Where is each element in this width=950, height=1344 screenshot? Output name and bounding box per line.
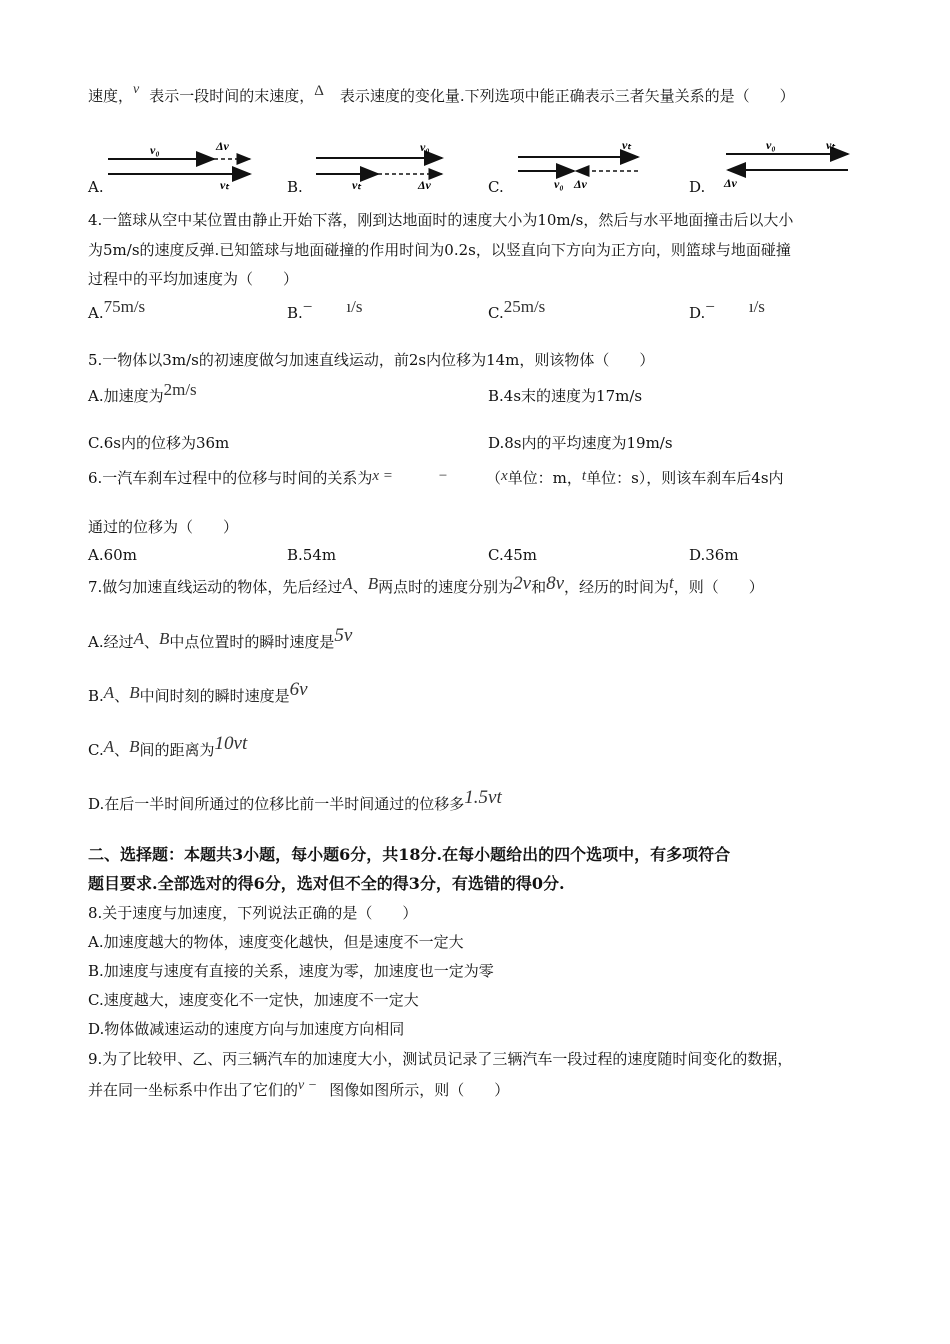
q9-text-1: 并在同一坐标系中作出了它们的 — [88, 1081, 299, 1099]
q7-option-a-text-1: A.经过 — [88, 633, 134, 651]
q4-option-a[interactable] — [88, 297, 146, 323]
q8-option-b[interactable]: B.加速度与速度有直接的关系，速度为零，加速度也一定为零 — [88, 962, 494, 980]
q7-option-c-text-2: 间的距离为 — [139, 741, 215, 759]
q7-text-and: 和 — [531, 578, 547, 596]
q7-option-d[interactable] — [88, 787, 502, 814]
q7-option-c-point-b: B — [129, 737, 140, 756]
q3a-label-dv: Δv — [216, 139, 229, 153]
q8-stem: 8.关于速度与加速度，下列说法正确的是（ ） — [88, 904, 418, 922]
q8-option-c[interactable]: C.速度越大，速度变化不一定快，加速度不一定大 — [88, 991, 419, 1009]
q3-stem — [88, 82, 795, 108]
q3-option-a-diagram[interactable] — [104, 137, 256, 192]
q3-option-b-diagram[interactable] — [312, 137, 447, 192]
q7-option-a-sep: 、 — [144, 633, 160, 651]
q6-stem-line-1 — [88, 468, 784, 489]
q7-option-b[interactable] — [88, 679, 308, 706]
q7-speed-2v: 2v — [513, 573, 532, 594]
q3c-label-v0: v₀ — [554, 177, 564, 191]
q3-delta-symbol: Δ — [314, 83, 324, 99]
q4-option-b[interactable] — [287, 297, 363, 323]
q6-stem-line-2: 通过的位移为（ ） — [88, 518, 239, 536]
q9-stem-line-1: 9.为了比较甲、乙、丙三辆汽车的加速度大小，测试员记录了三辆汽车一段过程的速度随时间变化的数据， — [88, 1050, 793, 1068]
q4-stem-line-1: 4.一篮球从空中某位置由静止开始下落，刚到达地面时的速度大小为10m/s，然后与水平地面撞击后以大小 — [88, 211, 794, 229]
section-2-header-line-2: 题目要求.全部选对的得6分，选对但不全的得3分，有选错的得0分. — [88, 874, 565, 893]
q6-option-b[interactable]: B.54m — [287, 546, 337, 564]
q7-sep: 、 — [352, 578, 368, 596]
q3-v-symbol: v — [133, 82, 140, 97]
q9-vt-symbol: v − — [298, 1078, 318, 1093]
q3d-label-vt: vₜ — [826, 138, 835, 152]
q7-point-a: A — [342, 574, 353, 593]
q7-option-a[interactable] — [88, 625, 353, 652]
q3-option-c-diagram[interactable] — [514, 137, 644, 192]
q7-option-c[interactable] — [88, 733, 248, 760]
q4-option-d-letter: D. — [689, 304, 706, 322]
q7-option-a-value: 5v — [334, 625, 353, 646]
q4-option-a-letter: A. — [88, 304, 104, 322]
q6-option-c[interactable]: C.45m — [488, 546, 538, 564]
q4-option-d[interactable] — [689, 297, 765, 323]
q6-formula: x = − — [372, 468, 448, 484]
q4-option-c-letter: C. — [488, 304, 504, 322]
q6-text-1: 6.一汽车刹车过程中的位移与时间的关系为 — [88, 469, 373, 487]
q3a-label-vt: vₜ — [220, 178, 229, 192]
q7-time-t: t — [669, 573, 674, 592]
q3-option-c-letter[interactable]: C. — [488, 178, 504, 196]
q7-stem — [88, 573, 764, 597]
q3b-label-vt: vₜ — [352, 178, 361, 192]
q7-point-b: B — [367, 574, 379, 593]
q3-option-d-letter[interactable]: D. — [689, 178, 706, 196]
q5-option-a-value: 2m/s — [163, 380, 197, 399]
q3-option-a-letter[interactable]: A. — [88, 178, 104, 196]
q8-option-a[interactable]: A.加速度越大的物体，速度变化越快，但是速度不一定大 — [88, 933, 464, 951]
q6-option-a[interactable]: A.60m — [88, 546, 137, 564]
q3-option-b-letter[interactable]: B. — [287, 178, 303, 196]
q5-option-a-text: A.加速度为 — [88, 387, 164, 405]
q4-option-c[interactable] — [488, 297, 546, 323]
q3-text-3: 表示速度的变化量.下列选项中能正确表示三者矢量关系的是（ ） — [339, 87, 795, 105]
q3d-label-v0: v₀ — [766, 138, 776, 152]
q3a-label-v0: v₀ — [150, 143, 160, 157]
q6-text-3: 单位：m， — [507, 469, 582, 487]
q4-option-a-value: 75m/s — [103, 297, 146, 316]
q7-option-b-point-a: A — [103, 683, 115, 702]
q7-option-a-point-b: B — [159, 629, 170, 648]
q7-option-b-sep: 、 — [114, 687, 130, 705]
q6-text-4: 单位：s），则该车刹车后4s内 — [586, 469, 784, 487]
q3c-label-vt: vₜ — [622, 138, 631, 152]
q6-option-d[interactable]: D.36m — [689, 546, 739, 564]
q8-option-d[interactable]: D.物体做减速运动的速度方向与加速度方向相同 — [88, 1020, 405, 1038]
q7-speed-8v: 8v — [546, 573, 565, 594]
q7-option-c-value: 10vt — [214, 733, 248, 754]
q9-text-2: 图像如图所示，则（ ） — [329, 1081, 510, 1099]
q7-text-2: 两点时的速度分别为 — [378, 578, 514, 596]
q4-stem-line-3: 过程中的平均加速度为（ ） — [88, 270, 299, 288]
q7-option-c-point-a: A — [103, 737, 115, 756]
q6-x-symbol: x — [501, 468, 508, 484]
q5-option-d[interactable]: D.8s内的平均速度为19m/s — [488, 434, 673, 452]
q3b-label-dv: Δv — [418, 178, 431, 192]
q7-text-3: ，经历的时间为 — [564, 578, 670, 596]
q4-option-b-letter: B. — [287, 304, 303, 322]
q4-option-d-value: − ı/s — [705, 297, 765, 316]
q9-stem-line-2 — [88, 1080, 509, 1102]
q7-option-c-letter: C. — [88, 741, 104, 759]
q7-option-a-text-2: 中点位置时的瞬时速度是 — [169, 633, 335, 651]
q3c-label-dv: Δv — [574, 177, 587, 191]
q7-option-b-point-b: B — [129, 683, 140, 702]
q7-option-c-sep: 、 — [114, 741, 130, 759]
q5-option-b[interactable]: B.4s末的速度为17m/s — [488, 387, 643, 405]
q5-option-a[interactable] — [88, 380, 197, 406]
q7-text-1: 7.做匀加速直线运动的物体，先后经过 — [88, 578, 343, 596]
q3b-label-v0: v₀ — [420, 140, 430, 154]
q7-option-d-text: D.在后一半时间所通过的位移比前一半时间通过的位移多 — [88, 795, 465, 813]
q3-option-d-diagram[interactable] — [722, 137, 854, 192]
q7-option-b-value: 6v — [289, 679, 308, 700]
q3-text-1: 速度， — [88, 87, 134, 105]
q7-option-b-letter: B. — [88, 687, 104, 705]
q7-option-d-value: 1.5vt — [464, 787, 502, 808]
q6-text-2: （ — [485, 469, 501, 487]
q4-stem-line-2: 为5m/s的速度反弹.已知篮球与地面碰撞的作用时间为0.2s，以竖直向下方向为正方向，则篮球与地面碰撞 — [88, 241, 791, 259]
q5-stem: 5.一物体以3m/s的初速度做匀加速直线运动，前2s内位移为14m，则该物体（ ） — [88, 351, 655, 369]
q5-option-c[interactable]: C.6s内的位移为36m — [88, 434, 230, 452]
q7-option-b-text-2: 中间时刻的瞬时速度是 — [139, 687, 290, 705]
q7-option-a-point-a: A — [133, 629, 144, 648]
section-2-header-line-1: 二、选择题：本题共3小题，每小题6分，共18分.在每小题给出的四个选项中，有多项符合 — [88, 845, 731, 864]
q3d-label-dv: Δv — [724, 176, 737, 190]
q6-t-symbol: t — [581, 468, 587, 484]
q3-text-2: 表示一段时间的末速度， — [149, 87, 315, 105]
q4-option-c-value: 25m/s — [503, 297, 546, 316]
q4-option-b-value: − ı/s — [302, 297, 363, 316]
q7-text-4: ，则（ ） — [673, 578, 764, 596]
